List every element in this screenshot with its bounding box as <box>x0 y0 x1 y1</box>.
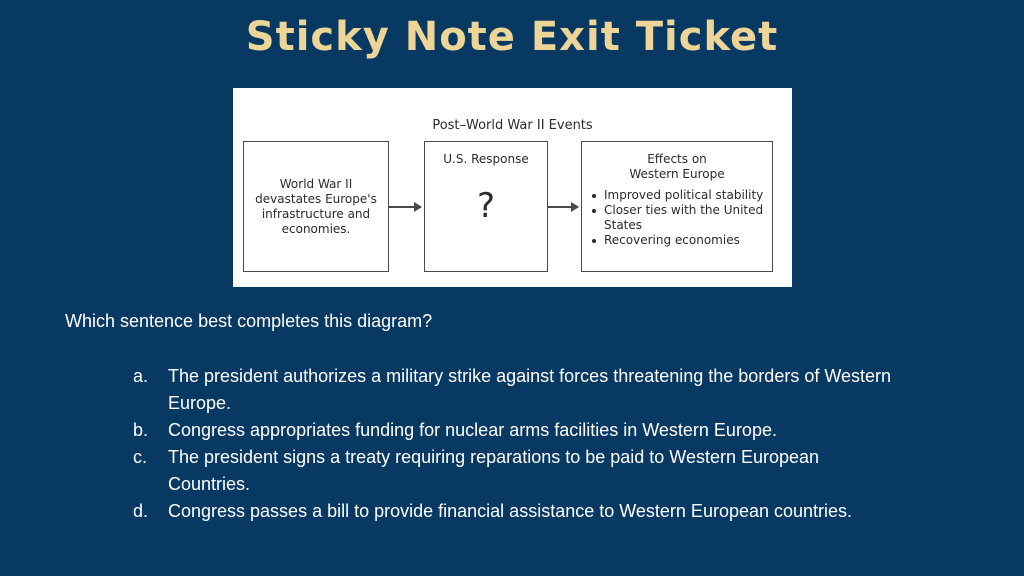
cause-box-text: World War II devastates Europe's infrastructure and economies. <box>255 176 377 236</box>
answer-option-d <box>133 498 903 525</box>
option-text: The president signs a treaty requiring reparations to be paid to Western European Countries. <box>168 447 820 494</box>
arrow-right-icon <box>548 206 578 208</box>
diagram-panel <box>233 88 792 287</box>
effects-box-heading <box>582 152 772 182</box>
effects-list-item: Recovering economies <box>590 233 772 248</box>
effects-list <box>582 188 772 248</box>
response-box <box>424 141 548 272</box>
option-letter: d. <box>133 501 149 521</box>
answer-option-b <box>133 417 903 444</box>
slide-title: Sticky Note Exit Ticket <box>245 14 779 60</box>
answer-option-c <box>133 444 903 498</box>
effects-heading-line: Effects on <box>647 152 707 166</box>
cause-box <box>243 141 389 272</box>
option-letter: b. <box>133 420 149 440</box>
answer-options <box>133 363 903 525</box>
response-box-heading: U.S. Response <box>443 152 529 166</box>
option-text: Congress passes a bill to provide financial assistance to Western European countries. <box>168 501 853 521</box>
diagram-title: Post–World War II Events <box>432 118 593 133</box>
arrow-right-icon <box>389 206 421 208</box>
option-letter: a. <box>133 366 149 386</box>
question-prompt: Which sentence best completes this diagram? <box>65 311 433 331</box>
effects-list-item: Closer ties with the United States <box>590 203 772 233</box>
effects-list-item: Improved political stability <box>590 188 772 203</box>
question-mark-icon: ? <box>476 186 496 226</box>
answer-option-a <box>133 363 903 417</box>
option-text: The president authorizes a military strike against forces threatening the borders of Western Europe. <box>168 366 892 413</box>
option-letter: c. <box>133 447 148 467</box>
effects-heading-line: Western Europe <box>629 167 725 181</box>
effects-box <box>581 141 773 272</box>
option-text: Congress appropriates funding for nuclear arms facilities in Western Europe. <box>168 420 777 440</box>
